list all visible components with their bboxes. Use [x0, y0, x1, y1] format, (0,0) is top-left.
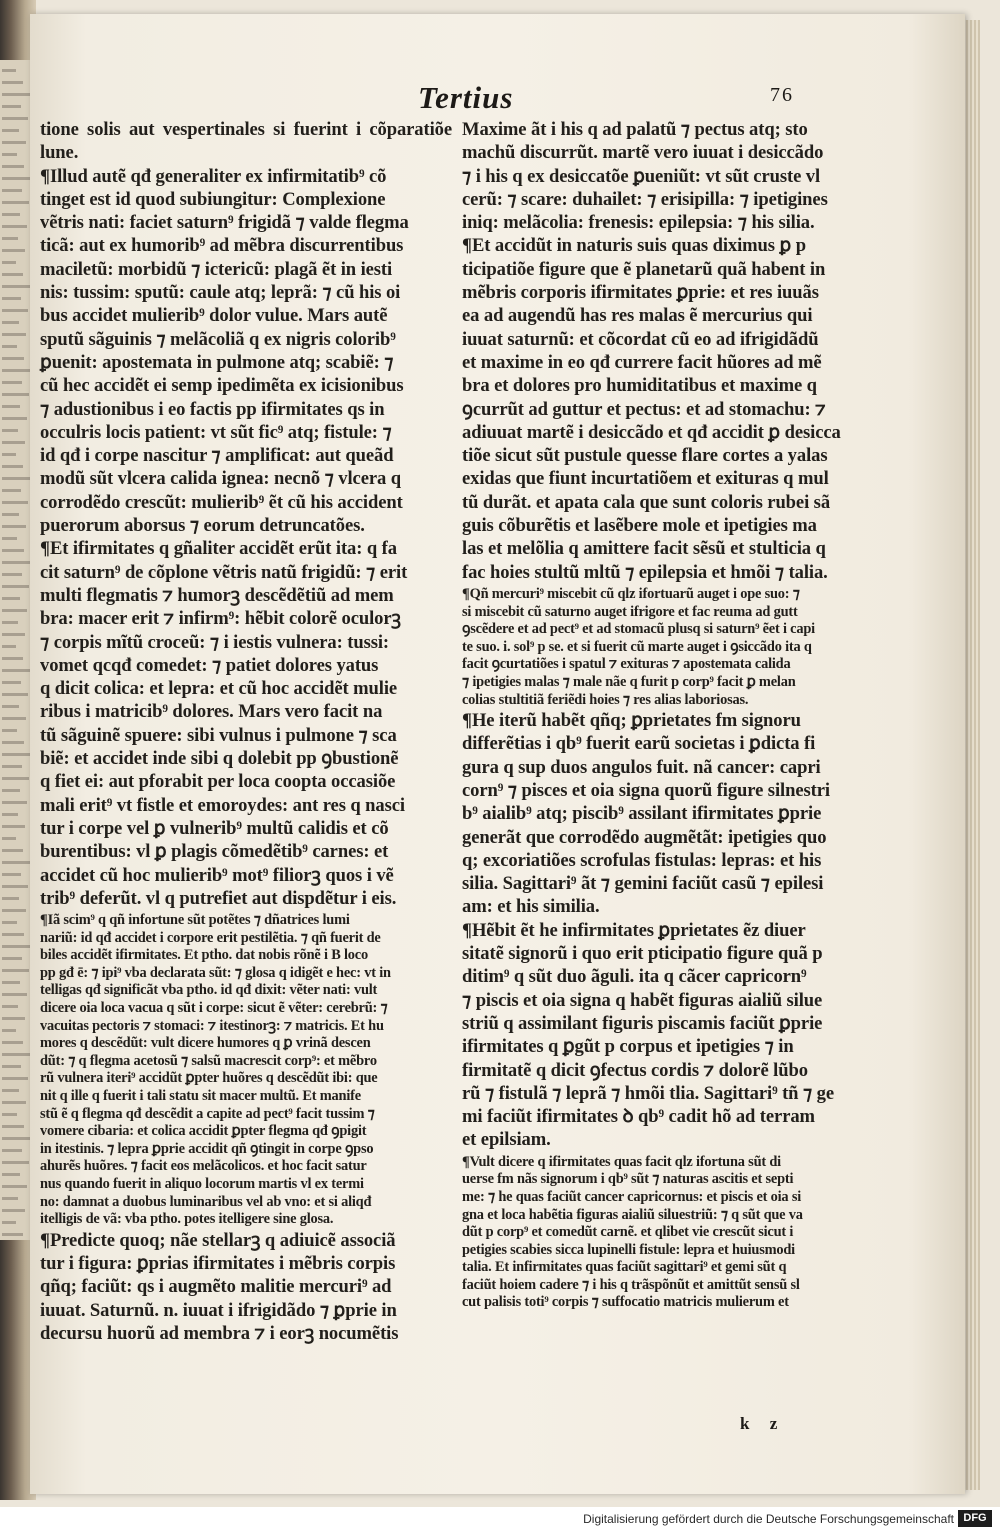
- previous-page-line: [2, 357, 24, 360]
- text-paragraph: ¶Et ifirmitates q gñaliter accidẽt erũt ita: q fa cit saturn⁹ de cõplone vẽtris natũ frigidũ: ⁊ erit multi flegmatis ⁊ humorꝫ descẽdẽtiũ ad mem bra: macer erit ⁊ infirm⁹: hẽbit colorẽ oculorꝫ ⁊ corpis mĩtũ croceũ: ⁊ i iestis vulnera: tussi: vomet qcqđ comedet: ⁊ patiet dolores yatus q dicit colica: et lepra: et cũ hoc accidẽt mulie ribus i matricib⁹ dolores. Mars vero facit na tũ sãguinẽ spuere: sibi vulnus i pulmone ⁊ sca biẽ: et accidet inde sibi q dolebit pp ꝯbustionẽ q fiet ei: aut pforabit per loca coopta occasiõe mali erit⁹ vt fistle et emoroydes: ant res q nasci tur i corpe vel ꝑ vulnerib⁹ multũ calidis et cõ burentibus: vl ꝑ plagis cõmedẽtib⁹ carnes: et accidet cũ hoc mulierib⁹ mot⁹ filiorꝫ quos i vẽ trib⁹ deferũt. vl q putrefiet aut dispdẽtur i eis.: [40, 538, 408, 909]
- previous-page-line: [2, 885, 28, 888]
- previous-page-line: [2, 537, 17, 540]
- dfg-logo-icon: DFG: [958, 1510, 992, 1527]
- previous-page-line: [2, 957, 22, 960]
- left-text-column: [40, 118, 452, 1345]
- previous-page-line: [2, 921, 17, 924]
- previous-page-line: [2, 561, 31, 564]
- previous-page-edge: [0, 60, 32, 1240]
- previous-page-line: [2, 801, 27, 804]
- previous-page-line: [2, 489, 21, 492]
- previous-page-line: [2, 1101, 26, 1104]
- previous-page-line: [2, 1221, 16, 1224]
- previous-page-line: [2, 669, 30, 672]
- previous-page-line: [2, 177, 31, 180]
- folio-number: 76: [770, 84, 794, 106]
- previous-page-line: [2, 477, 30, 480]
- previous-page-line: [2, 333, 26, 336]
- previous-page-line: [2, 1029, 16, 1032]
- previous-page-line: [2, 69, 16, 72]
- previous-page-line: [2, 321, 19, 324]
- signature-mark: k z: [740, 1414, 786, 1433]
- previous-page-line: [2, 681, 21, 684]
- previous-page-line: [2, 1125, 24, 1128]
- previous-page-line: [2, 825, 25, 828]
- previous-page-line: [2, 765, 22, 768]
- previous-page-line: [2, 1149, 22, 1152]
- text-paragraph: ¶Et accidũt in naturis suis quas diximus ꝑ p ticipatiõe figure que ẽ planetarũ quã habent in mẽbris corporis ifirmitates ꝑprie: et res iuuãs ea ad augendũ has res malas ẽ mercurius qui iuuat saturnũ: et cõcordat cũ eo ad ifrigidãdũ et maxime in eo qđ currere facit hũores ad mẽ bra et dolores pro humiditatibus et maxime q ꝯcurrũt ad guttur et pectus: et ad stomachu: ⁊ adiuuat martẽ i desiccãdo et qđ accidit ꝑ desicca tiõe sicut sũt pustule quesse flare cortes a yalas exidas que fiunt incurtatiõem et exituras q mul tũ durãt. et apata cala que sunt coloris rubei sã guis cõburẽtis et lasẽbere mole et ipetigies ma las et melõlia q amittere facit sẽsũ et stulticia q fac hoies stultũ mltũ ⁊ epilepsia et hmõi ⁊ talia.: [462, 235, 841, 583]
- previous-page-line: [2, 1017, 25, 1020]
- previous-page-line: [2, 405, 20, 408]
- running-head-title: Tertius: [418, 80, 514, 115]
- previous-page-line: [2, 1041, 23, 1044]
- previous-page-line: [2, 285, 30, 288]
- previous-page-line: [2, 369, 31, 372]
- previous-page-line: [2, 1185, 27, 1188]
- previous-page-line: [2, 573, 22, 576]
- text-paragraph: ¶Hẽbit ẽt he infirmitates ꝑprietates ẽz diuer sitatẽ signorũ i quo erit pticipatio figure quã p ditim⁹ q sũt duo ãguli. ita q cãcer capricorn⁹ ⁊ piscis et oia signa q habẽt figuras aialiũ silue striũ q assimilant figuris piscamis faciũt ꝑprie ifirmitates q ꝑgũt p corpus et ipetigies ⁊ in firmitatẽ q dicit ꝯfectus cordis ⁊ dolorẽ lũbo rũ ⁊ fistulã ⁊ leprã ⁊ hmõi tlia. Sagittari⁹ tñ ⁊ ge mi faciũt ifirmitates ꝺ qb⁹ cadit hõ ad terram et epilsiam.: [462, 919, 835, 1151]
- text-paragraph: tione solis aut vespertinales si fuerint i cõparatiõe lune. ¶Illud autẽ qđ generaliter ex infirmitatib⁹ cõ tinget est id quod subiungitur: Complexione vẽtris nati: faciet saturn⁹ frigidã ⁊ valde flegma ticã: aut ex humorib⁹ ad mẽbra discurrentibus maciletũ: morbidũ ⁊ ictericũ: plagã ẽt in iesti nis: tussim: sputũ: caule atq; leprã: ⁊ cũ his oi bus accidet mulierib⁹ dolor vulue. Mars autẽ sputũ sãguinis ⁊ melãcoliã q ex nigris colorib⁹ ꝑuenit: apostemata in pulmone atq; scabiẽ: ⁊ cũ hec accidẽt ei semp ipedimẽta ex icisionibus ⁊ adustionibus i eo factis pp ifirmitates qs in occulris locis patient: vt sũt fic⁹ atq; fistule: ⁊ id qđ i corpe nascitur ⁊ amplificat: aut queãd modũ sũt vlcera calida ignea: necnõ ⁊ vlcera q corrodẽdo crescũt: mulierib⁹ ẽt cũ his accident puerorum aborsus ⁊ eorum detruncatões.: [40, 119, 452, 537]
- previous-page-line: [2, 729, 17, 732]
- previous-page-line: [2, 153, 17, 156]
- previous-page-line: [2, 873, 21, 876]
- previous-page-line: [2, 609, 27, 612]
- previous-page-line: [2, 81, 23, 84]
- previous-page-line: [2, 249, 25, 252]
- previous-page-line: [2, 309, 28, 312]
- previous-page-line: [2, 633, 25, 636]
- previous-page-line: [2, 213, 20, 216]
- text-paragraph: ¶He iterũ habẽt qñq; ꝑprietates fm signoru differẽtias i qb⁹ fuerit earũ societas i ꝑdicta fi gura q sup duos angulos fuit. nã cancer: capri corn⁹ ⁊ pisces et oia signa quorũ figure silnestri b⁹ aialib⁹ atq; piscib⁹ assilant ifirmitates ꝑprie generãt que corrodẽdo augmẽtãt: ipetigies quo q; excoriatiões scrofulas fistulas: lepras: et his silia. Sagittari⁹ ãt ⁊ gemini faciũt casũ ⁊ epilesi am: et his similia.: [462, 710, 830, 918]
- previous-page-line: [2, 693, 28, 696]
- previous-page-line: [2, 393, 29, 396]
- previous-page-line: [2, 1089, 19, 1092]
- previous-page-line: [2, 945, 31, 948]
- previous-page-line: [2, 237, 18, 240]
- text-paragraph: Maxime ãt i his q ad palatũ ⁊ pectus atq; sto machũ discurrũt. martẽ vero iuuat i desiccãdo ⁊ i his q ex desiccatõe ꝑueniũt: vt sũt cruste vl cerũ: ⁊ scare: duhailet: ⁊ erisipilla: ⁊ ipetigines iniq: melãcolia: frenesis: epilepsia: ⁊ his silia.: [462, 119, 828, 234]
- text-paragraph: ¶Predicte quoq; nãe stellarꝫ q adiuicẽ associã tur i figura: ꝑprias ifirmitates i mẽbris corpis qñq; faciũt: qs i augmẽto malitie mercuri⁹ ad iuuat. Saturnũ. n. iuuat i ifrigidãdo ⁊ ꝑprie in decursu huorũ ad membra ⁊ i eorꝫ nocumẽtis: [40, 1229, 399, 1344]
- previous-page-line: [2, 1209, 25, 1212]
- previous-page-line: [2, 105, 21, 108]
- previous-page-line: [2, 345, 17, 348]
- previous-page-line: [2, 717, 26, 720]
- previous-page-line: [2, 789, 20, 792]
- previous-page-line: [2, 261, 16, 264]
- previous-page-line: [2, 417, 27, 420]
- previous-page-line: [2, 441, 25, 444]
- previous-page-line: [2, 777, 29, 780]
- previous-page-line: [2, 117, 28, 120]
- previous-page-line: [2, 141, 26, 144]
- previous-page-line: [2, 585, 29, 588]
- previous-page-line: [2, 1053, 30, 1056]
- previous-page-line: [2, 1005, 18, 1008]
- previous-page-line: [2, 189, 22, 192]
- previous-page-line: [2, 909, 26, 912]
- previous-page-line: [2, 225, 27, 228]
- previous-page-line: [2, 1137, 31, 1140]
- previous-page-line: [2, 969, 29, 972]
- previous-page-line: [2, 297, 21, 300]
- previous-page-line: [2, 897, 19, 900]
- previous-page-line: [2, 1197, 18, 1200]
- previous-page-line: [2, 549, 24, 552]
- previous-page-line: [2, 453, 16, 456]
- previous-page-line: [2, 621, 18, 624]
- previous-page-line: [2, 381, 22, 384]
- previous-page-line: [2, 273, 23, 276]
- gloss-paragraph: ¶Iã scim⁹ q qñ infortune sũt potẽtes ⁊ dñatrices lumi nariũ: id qđ accidet i corpore erit pestilẽtia. ⁊ qñ fuerit de biles accidẽt ifirmitates. Et ptho. dat nobis rõnẽ i B loco pp gđ ē: ⁊ ipi⁹ vba declarata sũt: ⁊ glosa q idigẽt e hec: vt in telligas qđ significãt vba ptho. id qđ dixit: vẽter nati: vult dicere oia loca vacua q sũt i corpe: sicut ẽ vẽter: cerebrũ: ⁊ vacuitas pectoris ⁊ stomaci: ⁊ itestinorꝫ: ⁊ matricis. Et hu mores q descẽdũt: vult dicere humores q ꝑ vrinã descen dũt: ⁊ q flegma acetosũ ⁊ salsũ macrescit corp⁹: et mẽbro rũ vulnera iteri⁹ accidũt ꝑpter huõres q descẽdũt ibi: que nit q ille q fuerit i tali statu sit macer multũ. Et manife stũ ẽ q flegma qđ descẽdit a capite ad pect⁹ facit tussim ⁊ vomere cibaria: et colica accidit ꝑpter flegma qđ ꝯpigit in itestinis. ⁊ lepra ꝑprie accidit qñ ꝯtingit in corpe ꝯpso ahurẽs huõres. ⁊ facit eos melãcolicos. et hoc facit satur nus quando fuerit in aliquo locorum martis vl ex termi no: damnat a duobus luminaribus vel ab vno: et si aliqđ itelligis de vã: vba ptho. potes itelligere sine glosa.: [40, 912, 391, 1228]
- previous-page-line: [2, 513, 19, 516]
- previous-page-line: [2, 993, 27, 996]
- previous-page-line: [2, 981, 20, 984]
- previous-page-line: [2, 201, 29, 204]
- previous-page-line: [2, 1065, 21, 1068]
- previous-page-line: [2, 1173, 20, 1176]
- previous-page-line: [2, 597, 20, 600]
- previous-page-line: [2, 165, 24, 168]
- previous-page-line: [2, 1077, 28, 1080]
- previous-page-line: [2, 861, 30, 864]
- previous-page-line: [2, 657, 23, 660]
- previous-page-line: [2, 429, 18, 432]
- previous-page-line: [2, 501, 28, 504]
- previous-page-line: [2, 1161, 29, 1164]
- gloss-paragraph: ¶Qñ mercuri⁹ miscebit cũ qlz ifortuarũ auget i ope suo: ⁊ si miscebit cũ saturno auget ifrigore et fac reuma ad gutt ꝯscẽdere et ad pect⁹ et ad stomacũ plusq si saturn⁹ ẽet i capi te suo. i. sol⁹ p se. et si fuerit cũ marte auget i ꝯsiccãdo ita q facit ꝯcurtatiões i spatul ⁊ exituras ⁊ apostemata calida ⁊ ipetigies malas ⁊ male nãe q furit p corp⁹ facit ꝑ melan colias stultitiã feriẽdi hoies ⁊ res alias laboriosas.: [462, 585, 815, 708]
- previous-page-line: [2, 645, 16, 648]
- gloss-paragraph: ¶Vult dicere q ifirmitates quas facit qlz ifortuna sũt di uerse fm nãs signorum i qb⁹ sũt ⁊ naturas ascitis et septi me: ⁊ he quas faciũt cancer capricornus: et piscis et oia si gna et loca habẽtia figuras aialiũ siluestriũ: ⁊ q sũt que va dũt p corp⁹ et comedũt carnẽ. et qlibet vie crescũt sicut i petigies scabies sicca lupinelli fistule: lepra et huiusmodi talia. Et infirmitates quas faciũt sagittari⁹ et gemi sũt q faciũt hoiem cadere ⁊ i his q trãspõnũt et amittũt sensũ sl cut palisis toti⁹ corpis ⁊ suffocatio matricis mulierum et: [462, 1153, 803, 1311]
- previous-page-line: [2, 837, 16, 840]
- previous-page-line: [2, 93, 30, 96]
- previous-page-line: [2, 1233, 23, 1236]
- previous-page-line: [2, 849, 23, 852]
- previous-page-line: [2, 813, 18, 816]
- previous-page-line: [2, 129, 19, 132]
- previous-page-line: [2, 705, 19, 708]
- previous-page-line: [2, 465, 23, 468]
- footer-credit: Digitalisierung gefördert durch die Deutsche Forschungsgemeinschaft: [583, 1512, 954, 1526]
- previous-page-line: [2, 525, 26, 528]
- previous-page-line: [2, 741, 24, 744]
- right-text-column: [462, 118, 858, 1312]
- previous-page-line: [2, 753, 31, 756]
- previous-page-line: [2, 1113, 17, 1116]
- previous-page-line: [2, 933, 24, 936]
